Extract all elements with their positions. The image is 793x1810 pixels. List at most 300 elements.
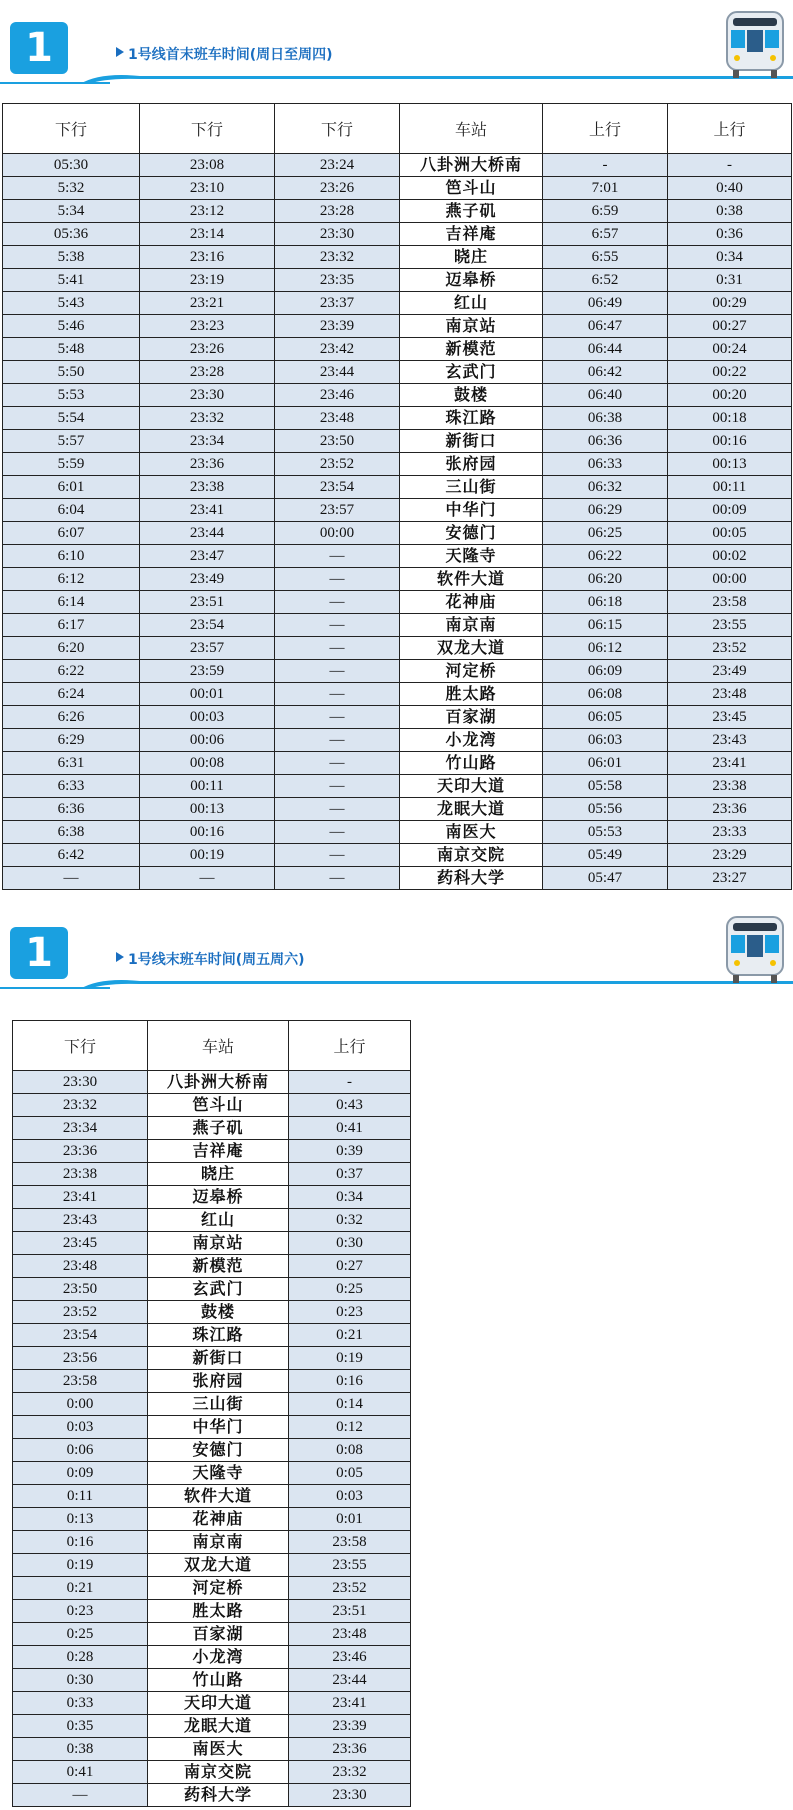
time-cell: 00:13 bbox=[668, 453, 792, 476]
time-cell: 06:18 bbox=[543, 591, 668, 614]
time-cell: 6:26 bbox=[3, 706, 140, 729]
time-cell: 23:32 bbox=[140, 407, 275, 430]
time-cell: 0:00 bbox=[13, 1393, 148, 1416]
station-name: 花神庙 bbox=[148, 1508, 289, 1531]
table-row bbox=[13, 1715, 411, 1738]
table-row bbox=[3, 177, 792, 200]
time-cell: 23:27 bbox=[668, 867, 792, 890]
station-name: 龙眠大道 bbox=[148, 1715, 289, 1738]
time-cell: 06:44 bbox=[543, 338, 668, 361]
header-swoosh bbox=[0, 70, 793, 84]
time-cell: 23:49 bbox=[668, 660, 792, 683]
time-cell: 23:43 bbox=[668, 729, 792, 752]
station-name: 南京交院 bbox=[148, 1761, 289, 1784]
time-cell: 0:28 bbox=[13, 1646, 148, 1669]
time-cell: 6:12 bbox=[3, 568, 140, 591]
table-row bbox=[3, 200, 792, 223]
time-cell: 06:12 bbox=[543, 637, 668, 660]
table-row bbox=[13, 1738, 411, 1761]
time-cell: 23:39 bbox=[275, 315, 400, 338]
time-cell: 6:24 bbox=[3, 683, 140, 706]
station-name: 晓庄 bbox=[148, 1163, 289, 1186]
time-cell: 23:48 bbox=[668, 683, 792, 706]
time-cell: 0:43 bbox=[289, 1094, 411, 1117]
time-cell: 6:22 bbox=[3, 660, 140, 683]
time-cell: 0:32 bbox=[289, 1209, 411, 1232]
time-cell: 23:34 bbox=[140, 430, 275, 453]
time-cell: 0:25 bbox=[13, 1623, 148, 1646]
time-cell: 23:51 bbox=[289, 1600, 411, 1623]
table-row bbox=[13, 1761, 411, 1784]
station-name: 软件大道 bbox=[148, 1485, 289, 1508]
table-row bbox=[13, 1232, 411, 1255]
time-cell: 05:53 bbox=[543, 821, 668, 844]
time-cell: 0:33 bbox=[13, 1692, 148, 1715]
time-cell: 00:00 bbox=[275, 522, 400, 545]
station-name: 中华门 bbox=[148, 1416, 289, 1439]
time-cell: — bbox=[275, 706, 400, 729]
section2-title: 1号线末班车时间(周五周六) bbox=[128, 952, 305, 968]
time-cell: 23:48 bbox=[275, 407, 400, 430]
station-name: 天隆寺 bbox=[148, 1462, 289, 1485]
time-cell: 06:05 bbox=[543, 706, 668, 729]
table-row bbox=[3, 706, 792, 729]
time-cell: 23:16 bbox=[140, 246, 275, 269]
time-cell: - bbox=[289, 1071, 411, 1094]
table-row bbox=[3, 821, 792, 844]
time-cell: 5:38 bbox=[3, 246, 140, 269]
table-row bbox=[3, 476, 792, 499]
table-row bbox=[13, 1094, 411, 1117]
time-cell: — bbox=[275, 568, 400, 591]
station-name: 三山街 bbox=[148, 1393, 289, 1416]
table-row bbox=[13, 1600, 411, 1623]
table-row bbox=[3, 223, 792, 246]
station-name: 安德门 bbox=[148, 1439, 289, 1462]
time-cell: — bbox=[275, 821, 400, 844]
time-cell: 23:37 bbox=[275, 292, 400, 315]
time-cell: — bbox=[275, 729, 400, 752]
column-header: 上行 bbox=[543, 104, 668, 154]
table-row bbox=[13, 1554, 411, 1577]
section1-header bbox=[0, 0, 793, 90]
station-name: 南京交院 bbox=[400, 844, 543, 867]
time-cell: 0:38 bbox=[13, 1738, 148, 1761]
time-cell: — bbox=[275, 683, 400, 706]
station-name: 南医大 bbox=[400, 821, 543, 844]
time-cell: 0:34 bbox=[289, 1186, 411, 1209]
time-cell: 23:45 bbox=[13, 1232, 148, 1255]
station-name: 八卦洲大桥南 bbox=[400, 154, 543, 177]
station-name: 胜太路 bbox=[148, 1600, 289, 1623]
time-cell: 23:32 bbox=[13, 1094, 148, 1117]
station-name: 百家湖 bbox=[400, 706, 543, 729]
time-cell: 23:44 bbox=[140, 522, 275, 545]
time-cell: 00:03 bbox=[140, 706, 275, 729]
time-cell: — bbox=[3, 867, 140, 890]
table-row bbox=[13, 1462, 411, 1485]
time-cell: 23:43 bbox=[13, 1209, 148, 1232]
table-row bbox=[3, 591, 792, 614]
time-cell: 00:19 bbox=[140, 844, 275, 867]
station-name: 南京南 bbox=[400, 614, 543, 637]
station-name: 竹山路 bbox=[400, 752, 543, 775]
time-cell: 0:25 bbox=[289, 1278, 411, 1301]
station-name: 玄武门 bbox=[148, 1278, 289, 1301]
time-cell: 23:48 bbox=[289, 1623, 411, 1646]
table-row bbox=[3, 614, 792, 637]
time-cell: 06:22 bbox=[543, 545, 668, 568]
time-cell: 06:49 bbox=[543, 292, 668, 315]
time-cell: 0:09 bbox=[13, 1462, 148, 1485]
time-cell: 0:12 bbox=[289, 1416, 411, 1439]
table-row bbox=[13, 1324, 411, 1347]
table-row bbox=[13, 1577, 411, 1600]
table-row bbox=[13, 1531, 411, 1554]
time-cell: 23:50 bbox=[275, 430, 400, 453]
header-row bbox=[3, 104, 792, 154]
time-cell: 0:03 bbox=[289, 1485, 411, 1508]
time-cell: 23:21 bbox=[140, 292, 275, 315]
time-cell: 0:16 bbox=[289, 1370, 411, 1393]
time-cell: 0:41 bbox=[13, 1761, 148, 1784]
station-name: 百家湖 bbox=[148, 1623, 289, 1646]
time-cell: 5:53 bbox=[3, 384, 140, 407]
table-row bbox=[3, 775, 792, 798]
time-cell: 6:04 bbox=[3, 499, 140, 522]
station-name: 迈皋桥 bbox=[400, 269, 543, 292]
time-cell: 23:58 bbox=[668, 591, 792, 614]
time-cell: 23:54 bbox=[13, 1324, 148, 1347]
time-cell: — bbox=[275, 775, 400, 798]
table-row bbox=[13, 1508, 411, 1531]
table-row bbox=[3, 752, 792, 775]
table-row bbox=[13, 1646, 411, 1669]
time-cell: 0:27 bbox=[289, 1255, 411, 1278]
time-cell: - bbox=[668, 154, 792, 177]
time-cell: 06:20 bbox=[543, 568, 668, 591]
time-cell: 6:36 bbox=[3, 798, 140, 821]
time-cell: 00:13 bbox=[140, 798, 275, 821]
time-cell: 00:18 bbox=[668, 407, 792, 430]
time-cell: 23:30 bbox=[275, 223, 400, 246]
time-cell: 0:23 bbox=[13, 1600, 148, 1623]
time-cell: 0:40 bbox=[668, 177, 792, 200]
time-cell: — bbox=[275, 867, 400, 890]
time-cell: 05:47 bbox=[543, 867, 668, 890]
table-row bbox=[13, 1071, 411, 1094]
time-cell: 6:14 bbox=[3, 591, 140, 614]
table-row bbox=[3, 660, 792, 683]
time-cell: 23:58 bbox=[13, 1370, 148, 1393]
time-cell: 06:33 bbox=[543, 453, 668, 476]
time-cell: 00:16 bbox=[140, 821, 275, 844]
time-cell: 06:08 bbox=[543, 683, 668, 706]
time-cell: 5:32 bbox=[3, 177, 140, 200]
table-row bbox=[13, 1439, 411, 1462]
time-cell: 23:55 bbox=[668, 614, 792, 637]
station-name: 南京站 bbox=[400, 315, 543, 338]
station-name: 小龙湾 bbox=[400, 729, 543, 752]
time-cell: 0:23 bbox=[289, 1301, 411, 1324]
time-cell: 06:40 bbox=[543, 384, 668, 407]
time-cell: 0:36 bbox=[668, 223, 792, 246]
time-cell: 23:28 bbox=[140, 361, 275, 384]
time-cell: 06:25 bbox=[543, 522, 668, 545]
time-cell: 23:57 bbox=[275, 499, 400, 522]
time-cell: 23:30 bbox=[140, 384, 275, 407]
station-name: 鼓楼 bbox=[148, 1301, 289, 1324]
station-name: 红山 bbox=[400, 292, 543, 315]
station-name: 玄武门 bbox=[400, 361, 543, 384]
time-cell: 23:30 bbox=[13, 1071, 148, 1094]
time-cell: 23:51 bbox=[140, 591, 275, 614]
time-cell: — bbox=[275, 752, 400, 775]
time-cell: — bbox=[275, 637, 400, 660]
time-cell: 23:55 bbox=[289, 1554, 411, 1577]
time-cell: 5:57 bbox=[3, 430, 140, 453]
table-row bbox=[13, 1255, 411, 1278]
table-row bbox=[13, 1393, 411, 1416]
time-cell: 7:01 bbox=[543, 177, 668, 200]
table-row bbox=[3, 338, 792, 361]
table-row bbox=[3, 568, 792, 591]
time-cell: 23:45 bbox=[668, 706, 792, 729]
station-name: 竹山路 bbox=[148, 1669, 289, 1692]
time-cell: 23:19 bbox=[140, 269, 275, 292]
table-row bbox=[3, 246, 792, 269]
station-name: 中华门 bbox=[400, 499, 543, 522]
column-header: 下行 bbox=[275, 104, 400, 154]
time-cell: 23:36 bbox=[289, 1738, 411, 1761]
station-name: 天印大道 bbox=[400, 775, 543, 798]
time-cell: 23:32 bbox=[289, 1761, 411, 1784]
time-cell: 23:38 bbox=[13, 1163, 148, 1186]
time-cell: 23:42 bbox=[275, 338, 400, 361]
header-swoosh bbox=[0, 975, 793, 989]
table-row bbox=[3, 292, 792, 315]
metro-train-icon bbox=[723, 8, 787, 80]
table-row bbox=[13, 1416, 411, 1439]
station-name: 红山 bbox=[148, 1209, 289, 1232]
time-cell: 23:46 bbox=[289, 1646, 411, 1669]
station-name: 笆斗山 bbox=[400, 177, 543, 200]
time-cell: 05:58 bbox=[543, 775, 668, 798]
time-cell: 0:21 bbox=[13, 1577, 148, 1600]
time-cell: 23:26 bbox=[275, 177, 400, 200]
time-cell: 5:48 bbox=[3, 338, 140, 361]
time-cell: 23:52 bbox=[275, 453, 400, 476]
time-cell: 23:54 bbox=[275, 476, 400, 499]
time-cell: — bbox=[13, 1784, 148, 1807]
time-cell: — bbox=[275, 591, 400, 614]
station-name: 三山街 bbox=[400, 476, 543, 499]
time-cell: 0:30 bbox=[289, 1232, 411, 1255]
station-name: 双龙大道 bbox=[400, 637, 543, 660]
table-row bbox=[3, 637, 792, 660]
station-name: 药科大学 bbox=[148, 1784, 289, 1807]
time-cell: 05:56 bbox=[543, 798, 668, 821]
time-cell: 23:36 bbox=[668, 798, 792, 821]
time-cell: 0:21 bbox=[289, 1324, 411, 1347]
station-name: 南医大 bbox=[148, 1738, 289, 1761]
time-cell: 23:12 bbox=[140, 200, 275, 223]
time-cell: 23:39 bbox=[289, 1715, 411, 1738]
time-cell: 23:38 bbox=[140, 476, 275, 499]
time-cell: 23:41 bbox=[13, 1186, 148, 1209]
table-row bbox=[13, 1117, 411, 1140]
time-cell: 0:13 bbox=[13, 1508, 148, 1531]
time-cell: — bbox=[275, 545, 400, 568]
station-name: 吉祥庵 bbox=[400, 223, 543, 246]
table-row bbox=[3, 453, 792, 476]
table-row bbox=[13, 1370, 411, 1393]
time-cell: 05:36 bbox=[3, 223, 140, 246]
time-cell: 5:41 bbox=[3, 269, 140, 292]
time-cell: 6:17 bbox=[3, 614, 140, 637]
time-cell: 23:56 bbox=[13, 1347, 148, 1370]
table-row bbox=[3, 154, 792, 177]
time-cell: 00:22 bbox=[668, 361, 792, 384]
station-name: 药科大学 bbox=[400, 867, 543, 890]
time-cell: 06:15 bbox=[543, 614, 668, 637]
time-cell: 06:32 bbox=[543, 476, 668, 499]
time-cell: 23:46 bbox=[275, 384, 400, 407]
table-row bbox=[3, 798, 792, 821]
time-cell: 23:38 bbox=[668, 775, 792, 798]
time-cell: 6:01 bbox=[3, 476, 140, 499]
column-header: 上行 bbox=[668, 104, 792, 154]
table-row bbox=[3, 844, 792, 867]
time-cell: 06:29 bbox=[543, 499, 668, 522]
time-cell: 23:41 bbox=[289, 1692, 411, 1715]
time-cell: — bbox=[275, 660, 400, 683]
time-cell: 0:30 bbox=[13, 1669, 148, 1692]
table-row bbox=[13, 1623, 411, 1646]
time-cell: — bbox=[140, 867, 275, 890]
time-cell: — bbox=[275, 614, 400, 637]
table-row bbox=[3, 499, 792, 522]
table-row bbox=[3, 384, 792, 407]
time-cell: 00:01 bbox=[140, 683, 275, 706]
station-name: 笆斗山 bbox=[148, 1094, 289, 1117]
station-name: 张府园 bbox=[148, 1370, 289, 1393]
table-row bbox=[13, 1186, 411, 1209]
time-cell: 6:07 bbox=[3, 522, 140, 545]
column-header: 车站 bbox=[148, 1021, 289, 1071]
time-cell: 23:57 bbox=[140, 637, 275, 660]
station-name: 珠江路 bbox=[148, 1324, 289, 1347]
time-cell: 00:20 bbox=[668, 384, 792, 407]
time-cell: 23:23 bbox=[140, 315, 275, 338]
time-cell: 23:29 bbox=[668, 844, 792, 867]
station-name: 南京南 bbox=[148, 1531, 289, 1554]
time-cell: 5:54 bbox=[3, 407, 140, 430]
table-row bbox=[13, 1301, 411, 1324]
time-cell: 06:38 bbox=[543, 407, 668, 430]
time-cell: 5:34 bbox=[3, 200, 140, 223]
time-cell: 23:10 bbox=[140, 177, 275, 200]
station-name: 新街口 bbox=[148, 1347, 289, 1370]
table-row bbox=[13, 1347, 411, 1370]
station-name: 张府园 bbox=[400, 453, 543, 476]
table-row bbox=[3, 683, 792, 706]
table-row bbox=[13, 1163, 411, 1186]
time-cell: 6:57 bbox=[543, 223, 668, 246]
time-cell: 05:30 bbox=[3, 154, 140, 177]
table-row bbox=[13, 1669, 411, 1692]
table-row bbox=[3, 522, 792, 545]
time-cell: 6:31 bbox=[3, 752, 140, 775]
table-row bbox=[3, 407, 792, 430]
time-cell: 5:43 bbox=[3, 292, 140, 315]
time-cell: 6:33 bbox=[3, 775, 140, 798]
time-cell: 06:01 bbox=[543, 752, 668, 775]
time-cell: 23:49 bbox=[140, 568, 275, 591]
column-header: 车站 bbox=[400, 104, 543, 154]
table-row bbox=[13, 1784, 411, 1807]
play-arrow-icon bbox=[116, 952, 124, 962]
time-cell: 23:36 bbox=[140, 453, 275, 476]
time-cell: 23:36 bbox=[13, 1140, 148, 1163]
station-name: 胜太路 bbox=[400, 683, 543, 706]
time-cell: 23:34 bbox=[13, 1117, 148, 1140]
time-cell: 00:00 bbox=[668, 568, 792, 591]
time-cell: 23:50 bbox=[13, 1278, 148, 1301]
time-cell: 0:38 bbox=[668, 200, 792, 223]
time-cell: 00:27 bbox=[668, 315, 792, 338]
table-row bbox=[3, 269, 792, 292]
time-cell: — bbox=[275, 844, 400, 867]
station-name: 河定桥 bbox=[148, 1577, 289, 1600]
station-name: 新街口 bbox=[400, 430, 543, 453]
time-cell: 00:09 bbox=[668, 499, 792, 522]
time-cell: 06:42 bbox=[543, 361, 668, 384]
table-row bbox=[3, 729, 792, 752]
time-cell: 23:52 bbox=[289, 1577, 411, 1600]
time-cell: 23:35 bbox=[275, 269, 400, 292]
time-cell: 00:24 bbox=[668, 338, 792, 361]
time-cell: 5:46 bbox=[3, 315, 140, 338]
station-name: 新模范 bbox=[148, 1255, 289, 1278]
station-name: 八卦洲大桥南 bbox=[148, 1071, 289, 1094]
time-cell: 0:01 bbox=[289, 1508, 411, 1531]
time-cell: 6:59 bbox=[543, 200, 668, 223]
time-cell: 23:14 bbox=[140, 223, 275, 246]
time-cell: 23:48 bbox=[13, 1255, 148, 1278]
time-cell: 6:55 bbox=[543, 246, 668, 269]
column-header: 上行 bbox=[289, 1021, 411, 1071]
header-row bbox=[13, 1021, 411, 1071]
time-cell: 00:16 bbox=[668, 430, 792, 453]
time-cell: 00:06 bbox=[140, 729, 275, 752]
time-cell: 0:31 bbox=[668, 269, 792, 292]
table-row bbox=[13, 1692, 411, 1715]
time-cell: 23:52 bbox=[668, 637, 792, 660]
time-cell: 0:41 bbox=[289, 1117, 411, 1140]
time-cell: 06:03 bbox=[543, 729, 668, 752]
time-cell: 0:34 bbox=[668, 246, 792, 269]
time-cell: 23:54 bbox=[140, 614, 275, 637]
station-name: 鼓楼 bbox=[400, 384, 543, 407]
metro-train-icon bbox=[723, 913, 787, 985]
station-name: 龙眠大道 bbox=[400, 798, 543, 821]
time-cell: 5:50 bbox=[3, 361, 140, 384]
station-name: 软件大道 bbox=[400, 568, 543, 591]
time-cell: 0:06 bbox=[13, 1439, 148, 1462]
time-cell: - bbox=[543, 154, 668, 177]
weekday-timetable bbox=[2, 103, 792, 890]
